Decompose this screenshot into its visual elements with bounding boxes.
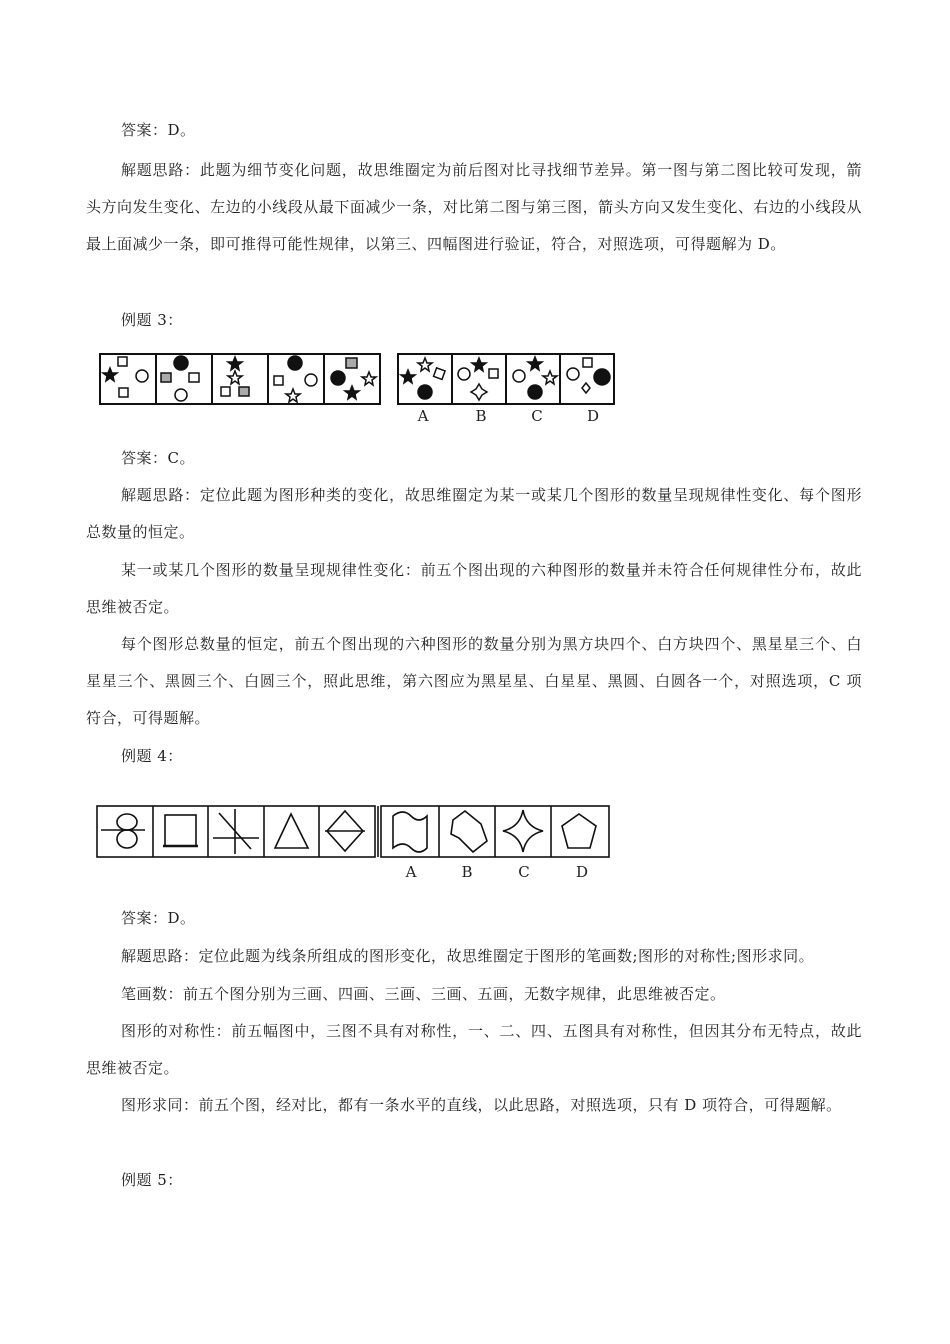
option-label-c: C: [518, 863, 530, 881]
solution-3-part-2: 每个图形总数量的恒定，前五个图出现的六种图形的数量分别为黑方块四个、白方块四个、黑星星三个、白星星三个、黑圆三个、白圆三个，照此思维，第六图应为黑星星、白星星、黑圆、白圆各一个，对照选项，C 项符合，可得题解。: [86, 635, 862, 727]
option-label-b: B: [475, 407, 487, 425]
example-3-figure: [98, 352, 618, 408]
solution-3-intro: 解题思路：定位此题为图形种类的变化，故思维圈定为某一或某几个图形的数量呈现规律性变化、每个图形总数量的恒定。: [86, 486, 862, 541]
option-label-a: A: [405, 863, 417, 881]
solution-4-symmetry: 图形的对称性：前五幅图中，三图不具有对称性，一、二、四、五图具有对称性，但因其分布无特点，故此思维被否定。: [86, 1022, 862, 1077]
example-4-figure: [95, 804, 615, 860]
solution-4-strokes: 笔画数：前五个图分别为三画、四画、三画、三画、五画，无数字规律，此思维被否定。: [121, 985, 726, 1003]
option-label-d: D: [575, 863, 589, 881]
example-4-option-labels: [380, 863, 620, 883]
answer-3: 答案：C。: [121, 449, 195, 467]
example-3-shapes: [98, 352, 618, 408]
option-label-c: C: [531, 407, 543, 425]
example-4-shapes: [95, 804, 615, 860]
solution-3-part-1: 某一或某几个图形的数量呈现规律性变化：前五个图出现的六种图形的数量并未符合任何规律性分布，故此思维被否定。: [86, 561, 862, 616]
solution-4-common: 图形求同：前五个图，经对比，都有一条水平的直线，以此思路，对照选项，只有 D 项符合，可得题解。: [121, 1096, 842, 1114]
option-label-d: D: [586, 407, 600, 425]
solution-1: 解题思路：此题为细节变化问题，故思维圈定为前后图对比寻找细节差异。第一图与第二图比较可发现，箭头方向发生变化、左边的小线段从最下面减少一条，对比第二图与第三图，箭头方向又发生变化、右边的小线段从最上面减少一条，即可推得可能性规律，以第三、四幅图进行验证，符合，对照选项，可得题解为 D。: [86, 161, 862, 253]
example-3-heading: 例题 3：: [121, 311, 183, 329]
example-3-option-labels: [399, 407, 615, 427]
option-label-b: B: [461, 863, 473, 881]
example-5-heading: 例题 5：: [121, 1171, 183, 1189]
solution-4-intro: 解题思路：定位此题为线条所组成的图形变化，故思维圈定于图形的笔画数;图形的对称性;图形求同。: [121, 947, 815, 965]
answer-4: 答案：D。: [121, 909, 196, 927]
option-label-a: A: [417, 407, 429, 425]
example-4-heading: 例题 4：: [121, 747, 183, 765]
answer-1: 答案：D。: [121, 121, 196, 139]
